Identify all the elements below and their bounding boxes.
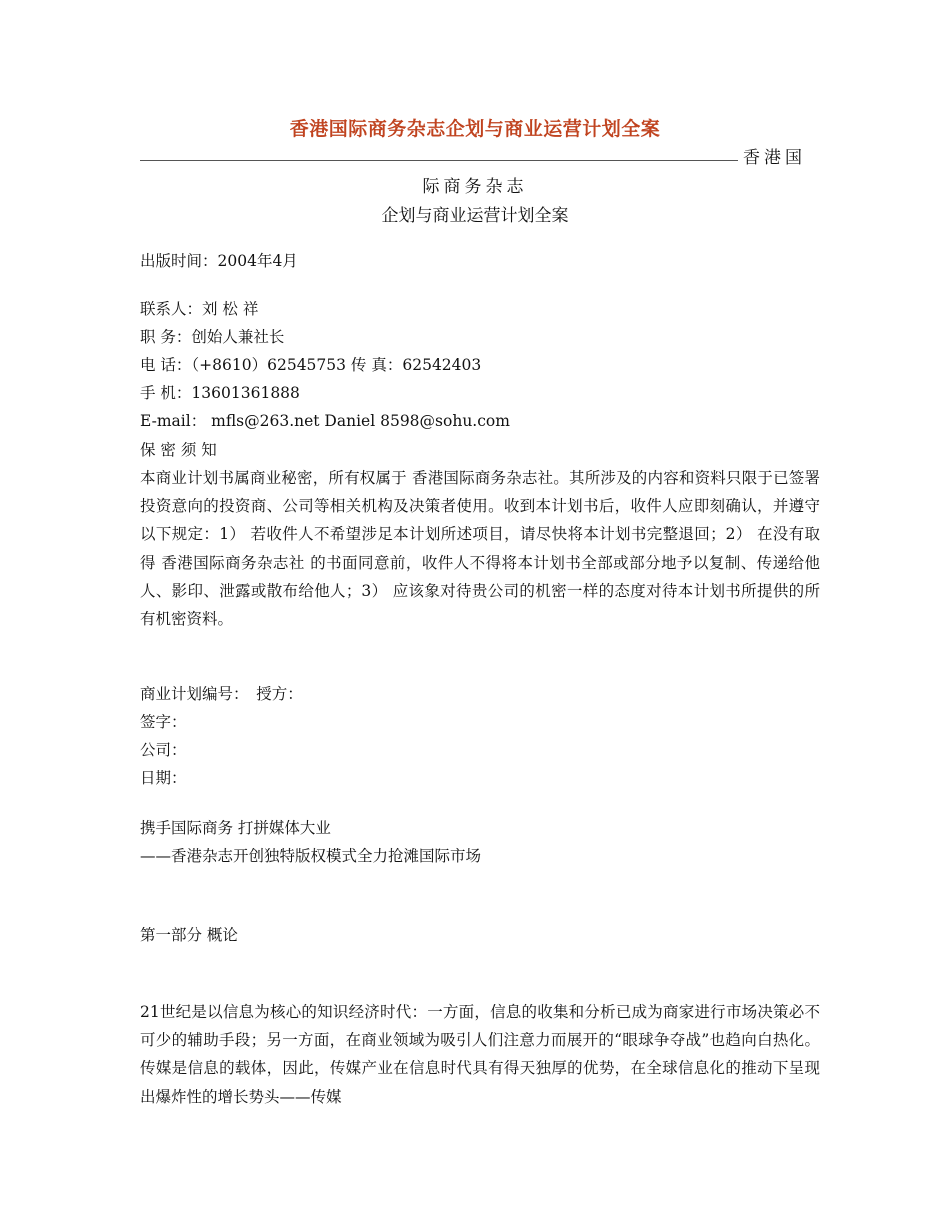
signature-line: 签字： bbox=[140, 713, 187, 731]
contact-position: 职 务：创始人兼社长 bbox=[140, 328, 285, 346]
confidential-body: 本商业计划书属商业秘密，所有权属于 香港国际商务杂志社。其所涉及的内容和资料只限于已签署投资意向的投资商、公司等相关机构及决策者使用。收到本计划书后，收件人应即刻确认，并遵守以下规定：1） 若收件人不希望涉足本计划所述项目，请尽快将本计划书完整退回；2） 在没有取得 香港国际商务杂志社 的书面同意前，收件人不得将本计划书全部或部分地予以复制、传递给他人、影印、泄露或散布给他人；3） 应该象对待贵公司的机密一样的态度对待本计划书所提供的所有机密资料。 bbox=[140, 469, 820, 629]
contact-person: 联系人：刘 松 祥 bbox=[140, 300, 259, 318]
section-heading: 第一部分 概论 bbox=[140, 926, 238, 944]
rule-trailing-text: 香港国 bbox=[743, 148, 806, 168]
company-line: 公司： bbox=[140, 741, 187, 759]
date-line: 日期： bbox=[140, 769, 187, 787]
subtitle-line-1: 际商务杂志 bbox=[422, 177, 528, 197]
contact-mobile: 手 机：13601361888 bbox=[140, 384, 300, 402]
section-body: 21世纪是以信息为核心的知识经济时代：一方面，信息的收集和分析已成为商家进行市场决策必不可少的辅助手段；另一方面，在商业领域为吸引人们注意力而展开的“眼球争夺战”也趋向白热化。传媒是信息的载体，因此，传媒产业在信息时代具有得天独厚的优势，在全球信息化的推动下呈现出爆炸性的增长势头——传媒 bbox=[140, 1003, 820, 1106]
document-title: 香港国际商务杂志企划与商业运营计划全案 bbox=[289, 118, 661, 140]
subtitle-line-2: 企划与商业运营计划全案 bbox=[381, 206, 569, 226]
title-rule-row bbox=[140, 140, 815, 168]
confidential-heading: 保 密 须 知 bbox=[140, 441, 217, 459]
contact-email: E-mail： mfls@263.net Daniel 8598@sohu.com bbox=[140, 412, 510, 430]
horizontal-rule bbox=[140, 160, 738, 161]
plan-number: 商业计划编号： 授方： bbox=[140, 685, 303, 703]
slogan-line-1: 携手国际商务 打拼媒体大业 bbox=[140, 819, 331, 837]
slogan-line-2: ——香港杂志开创独特版权模式全力抢滩国际市场 bbox=[140, 847, 482, 865]
publish-date: 出版时间：2004年4月 bbox=[140, 252, 298, 270]
contact-phone-fax: 电 话：（+8610）62545753 传 真：62542403 bbox=[140, 356, 482, 374]
